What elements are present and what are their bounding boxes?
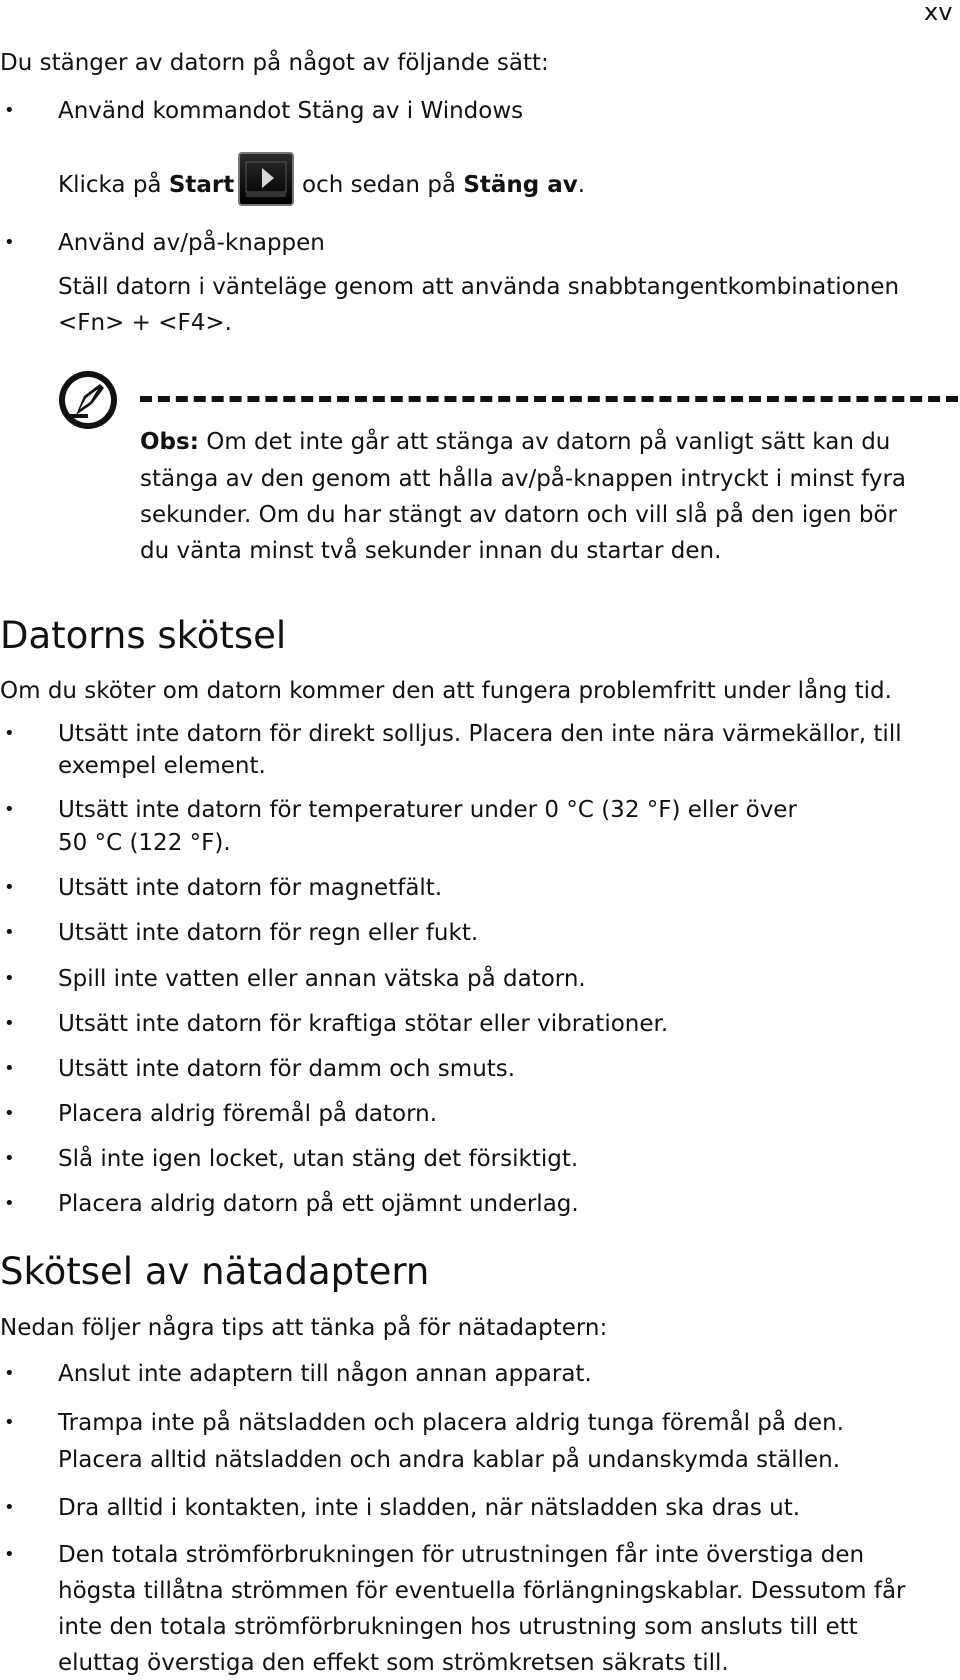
adapter-intro: Nedan följer några tips att tänka på för nätadaptern: <box>0 1315 608 1341</box>
list-item: Utsätt inte datorn för temperaturer under 0 °C (32 °F) eller över <box>58 797 797 823</box>
bullet: • <box>4 968 15 989</box>
list-item: Spill inte vatten eller annan vätska på datorn. <box>58 966 586 992</box>
care-intro: Om du sköter om datorn kommer den att fungera problemfritt under lång tid. <box>0 678 892 704</box>
sleep-instruction: Ställ datorn i vänteläge genom att använda snabbtangentkombinationen <box>58 274 900 300</box>
list-item: Trampa inte på nätsladden och placera aldrig tunga föremål på den. <box>58 1410 844 1436</box>
bullet: • <box>4 877 15 898</box>
list-item-continued: 50 °C (122 °F). <box>58 830 231 856</box>
section-heading-care: Datorns skötsel <box>0 614 287 657</box>
list-item-continued: inte den totala strömförbrukningen hos utrustning som ansluts till ett <box>58 1614 858 1640</box>
sleep-hotkey: <Fn> + <F4>. <box>58 310 232 336</box>
note-line-3: sekunder. Om du har stängt av datorn och vill slå på den igen bör <box>140 502 897 528</box>
list-item-continued: Placera alltid nätsladden och andra kablar på undanskymda ställen. <box>58 1447 841 1473</box>
list-item: Utsätt inte datorn för regn eller fukt. <box>58 920 479 946</box>
bullet: • <box>4 1013 15 1034</box>
list-item: Placera aldrig datorn på ett ojämnt underlag. <box>58 1191 579 1217</box>
click-start-text: Klicka på Start <box>58 172 235 198</box>
bullet: • <box>4 1497 15 1518</box>
list-item-continued: exempel element. <box>58 753 266 779</box>
list-item: Dra alltid i kontakten, inte i sladden, när nätsladden ska dras ut. <box>58 1495 801 1521</box>
bullet: • <box>4 100 15 121</box>
bullet: • <box>4 232 15 253</box>
note-label: Obs: <box>140 429 199 455</box>
bullet: • <box>4 723 15 744</box>
bullet: • <box>4 1148 15 1169</box>
note-line-4: du vänta minst två sekunder innan du startar den. <box>140 538 722 564</box>
bullet: • <box>4 1363 15 1384</box>
list-item: Utsätt inte datorn för kraftiga stötar eller vibrationer. <box>58 1011 669 1037</box>
note-line-2: stänga av den genom att hålla av/på-knappen intryckt i minst fyra <box>140 466 907 492</box>
list-item-continued: eluttag överstiga den effekt som strömkretsen säkrats till. <box>58 1650 729 1676</box>
list-item: Utsätt inte datorn för direkt solljus. Placera den inte nära värmekällor, till <box>58 721 902 747</box>
section-heading-adapter: Skötsel av nätadaptern <box>0 1250 430 1293</box>
list-item: Anslut inte adaptern till någon annan apparat. <box>58 1361 592 1387</box>
page-number: xv <box>924 0 953 26</box>
bullet: • <box>4 1544 15 1565</box>
list-item-continued: högsta tillåtna strömmen för eventuella förlängningskablar. Dessutom får <box>58 1578 906 1604</box>
list-item: Utsätt inte datorn för damm och smuts. <box>58 1056 516 1082</box>
bullet: • <box>4 799 15 820</box>
shutdown-intro: Du stänger av datorn på något av följande sätt: <box>0 50 549 76</box>
windows-start-button-icon <box>238 152 294 206</box>
bullet: • <box>4 1412 15 1433</box>
click-stang-text: och sedan på Stäng av. <box>302 172 586 198</box>
note-divider <box>140 396 958 402</box>
note-line-1: Obs: Om det inte går att stänga av datorn på vanligt sätt kan du <box>140 429 891 455</box>
bullet: • <box>4 1058 15 1079</box>
list-item: Utsätt inte datorn för magnetfält. <box>58 875 443 901</box>
bullet: • <box>4 922 15 943</box>
list-item: Placera aldrig föremål på datorn. <box>58 1101 438 1127</box>
note-pen-icon <box>56 368 120 432</box>
bullet: • <box>4 1103 15 1124</box>
list-item: Slå inte igen locket, utan stäng det försiktigt. <box>58 1146 579 1172</box>
list-item: Den totala strömförbrukningen för utrustningen får inte överstiga den <box>58 1542 865 1568</box>
shutdown-bullet-power: Använd av/på-knappen <box>58 230 325 256</box>
shutdown-bullet-windows: Använd kommandot Stäng av i Windows <box>58 98 524 124</box>
bullet: • <box>4 1193 15 1214</box>
